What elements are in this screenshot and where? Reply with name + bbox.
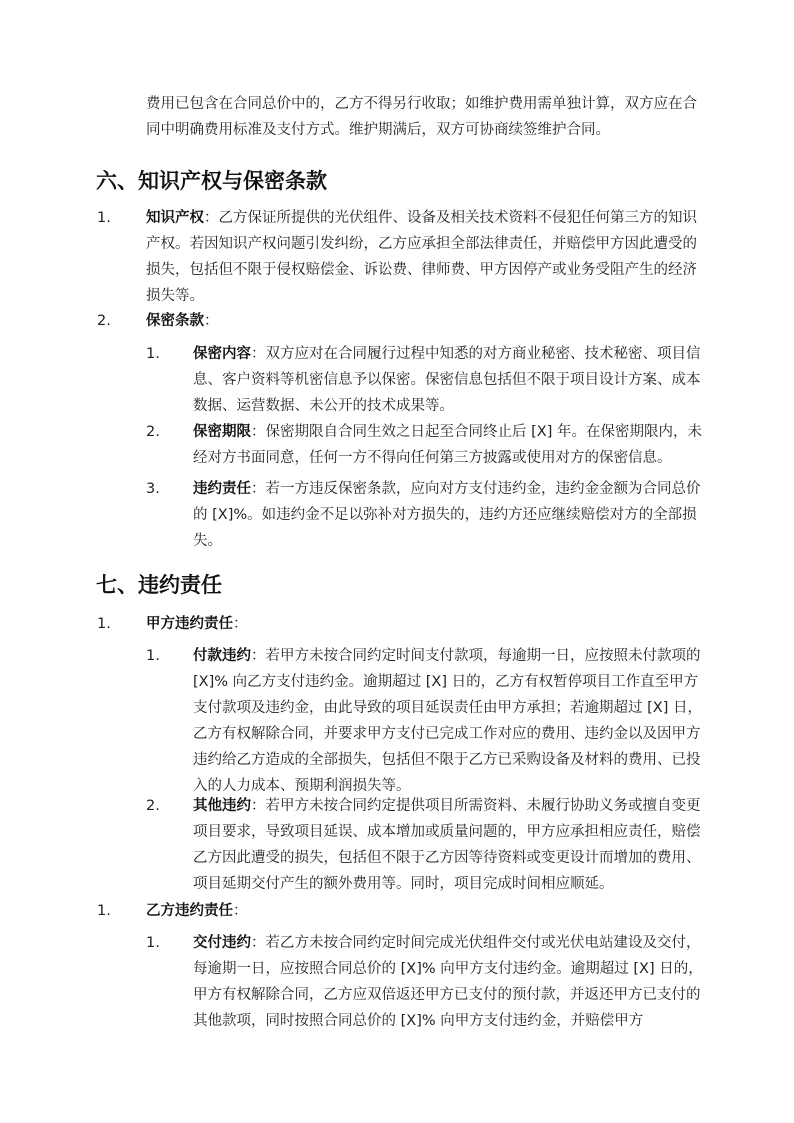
ip-clause: 知识产权：乙方保证所提供的光伏组件、设备及相关技术资料不侵犯任何第三方的知识产权。若因知识产权问题引发纠纷，乙方应承担全部法律责任，并赔偿甲方因此遭受的损失，包括但不限于侵权赔偿金、诉讼费、律师费、甲方因停产或业务受阻产生的经济损失等。: [146, 210, 697, 304]
list-number: 1.: [97, 903, 111, 919]
clause-label: 乙方违约责任: [146, 903, 233, 919]
clause-text: 双方应对在合同履行过程中知悉的对方商业秘密、技术秘密、项目信息、客户资料等机密信息予以保密。保密信息包括但不限于项目设计方案、成本数据、运营数据、未公开的技术成果等。: [193, 346, 701, 414]
sub-list-number: 2.: [146, 424, 160, 440]
clause-text: 乙方保证所提供的光伏组件、设备及相关技术资料不侵犯任何第三方的知识产权。若因知识产权问题引发纠纷，乙方应承担全部法律责任，并赔偿甲方因此遭受的损失，包括但不限于侵权赔偿金、诉讼费、律师费、甲方因停产或业务受阻产生的经济损失等。: [146, 210, 697, 304]
sub-list-number: 1.: [146, 346, 160, 362]
confidential-content-clause: 保密内容：双方应对在合同履行过程中知悉的对方商业秘密、技术秘密、项目信息、客户资料等机密信息予以保密。保密信息包括但不限于项目设计方案、成本数据、运营数据、未公开的技术成果等。: [193, 346, 701, 414]
confidential-breach-clause: 违约责任：若一方违反保密条款，应向对方支付违约金，违约金金额为合同总价的 [X]%。如违约金不足以弥补对方损失的，违约方还应继续赔偿对方的全部损失。: [193, 481, 701, 549]
sub-list-number: 1.: [146, 648, 160, 664]
clause-label: 保密内容: [193, 346, 251, 362]
clause-label: 其他违约: [193, 798, 251, 814]
continued-paragraph: 费用已包含在合同总价中的，乙方不得另行收取；如维护费用需单独计算，双方应在合同中明确费用标准及支付方式。维护期满后，双方可协商续签维护合同。: [146, 96, 697, 138]
party-b-liability-heading: 乙方违约责任：: [146, 903, 248, 919]
section-6-heading: 六、知识产权与保密条款: [96, 169, 327, 193]
sub-list-number: 1.: [146, 935, 160, 951]
list-number: 2.: [97, 313, 111, 329]
clause-label: 付款违约: [193, 648, 251, 664]
delivery-breach-clause: 交付违约：若乙方未按合同约定时间完成光伏组件交付或光伏电站建设及交付，每逾期一日，应按照合同总价的 [X]% 向甲方支付违约金。逾期超过 [X] 日的，甲方有权解除合同，乙方应双倍返还甲方已支付的预付款，并返还甲方已支付的其他款项，同时按照合同总价的 [X]% 向甲方支付违约金，并赔偿甲方: [193, 935, 703, 1029]
payment-breach-clause: 付款违约：若甲方未按合同约定时间支付款项，每逾期一日，应按照未付款项的 [X]% 向乙方支付违约金。逾期超过 [X] 日的，乙方有权暂停项目工作直至甲方支付款项及违约金，由此导致的项目延误责任由甲方承担；若逾期超过 [X] 日，乙方有权解除合同，并要求甲方支付已完成工作对应的费用、违约金以及因甲方违约给乙方造成的全部损失，包括但不限于乙方已采购设备及材料的费用、已投入的人力成本、预期利润损失等。: [193, 648, 702, 794]
confidentiality-heading: 保密条款：: [146, 313, 219, 329]
clause-label: 甲方违约责任: [146, 616, 233, 632]
clause-label: 保密条款: [146, 313, 204, 329]
list-number: 1.: [97, 616, 111, 632]
sub-list-number: 3.: [146, 481, 160, 497]
confidential-period-clause: 保密期限：保密期限自合同生效之日起至合同终止后 [X] 年。在保密期限内，未经对方书面同意，任何一方不得向任何第三方披露或使用对方的保密信息。: [193, 424, 702, 466]
clause-label: 违约责任: [193, 481, 251, 497]
other-breach-clause: 其他违约：若甲方未按合同约定提供项目所需资料、未履行协助义务或擅自变更项目要求，导致项目延误、成本增加或质量问题的，甲方应承担相应责任，赔偿乙方因此遭受的损失，包括但不限于乙方因等待资料或变更设计而增加的费用、项目延期交付产生的额外费用等。同时，项目完成时间相应顺延。: [193, 798, 701, 892]
clause-label: 保密期限: [193, 424, 251, 440]
sub-list-number: 2.: [146, 798, 160, 814]
clause-text: 若一方违反保密条款，应向对方支付违约金，违约金金额为合同总价的 [X]%。如违约金不足以弥补对方损失的，违约方还应继续赔偿对方的全部损失。: [193, 481, 701, 549]
clause-text: 若乙方未按合同约定时间完成光伏组件交付或光伏电站建设及交付，每逾期一日，应按照合同总价的 [X]% 向甲方支付违约金。逾期超过 [X] 日的，甲方有权解除合同，乙方应双倍返还甲方已支付的预付款，并返还甲方已支付的其他款项，同时按照合同总价的 [X]% 向甲方支付违约金，并赔偿甲方: [193, 935, 703, 1029]
section-7-heading: 七、违约责任: [96, 573, 222, 597]
clause-label: 知识产权: [146, 210, 204, 226]
clause-text: 若甲方未按合同约定提供项目所需资料、未履行协助义务或擅自变更项目要求，导致项目延误、成本增加或质量问题的，甲方应承担相应责任，赔偿乙方因此遭受的损失，包括但不限于乙方因等待资料或变更设计而增加的费用、项目延期交付产生的额外费用等。同时，项目完成时间相应顺延。: [193, 798, 701, 892]
clause-text: 若甲方未按合同约定时间支付款项，每逾期一日，应按照未付款项的 [X]% 向乙方支付违约金。逾期超过 [X] 日的，乙方有权暂停项目工作直至甲方支付款项及违约金，由此导致的项目延误责任由甲方承担；若逾期超过 [X] 日，乙方有权解除合同，并要求甲方支付已完成工作对应的费用、违约金以及因甲方违约给乙方造成的全部损失，包括但不限于乙方已采购设备及材料的费用、已投入的人力成本、预期利润损失等。: [193, 648, 702, 794]
list-number: 1.: [97, 210, 111, 226]
clause-text: 保密期限自合同生效之日起至合同终止后 [X] 年。在保密期限内，未经对方书面同意，任何一方不得向任何第三方披露或使用对方的保密信息。: [193, 424, 702, 466]
clause-label: 交付违约: [193, 935, 251, 951]
party-a-liability-heading: 甲方违约责任：: [146, 616, 248, 632]
